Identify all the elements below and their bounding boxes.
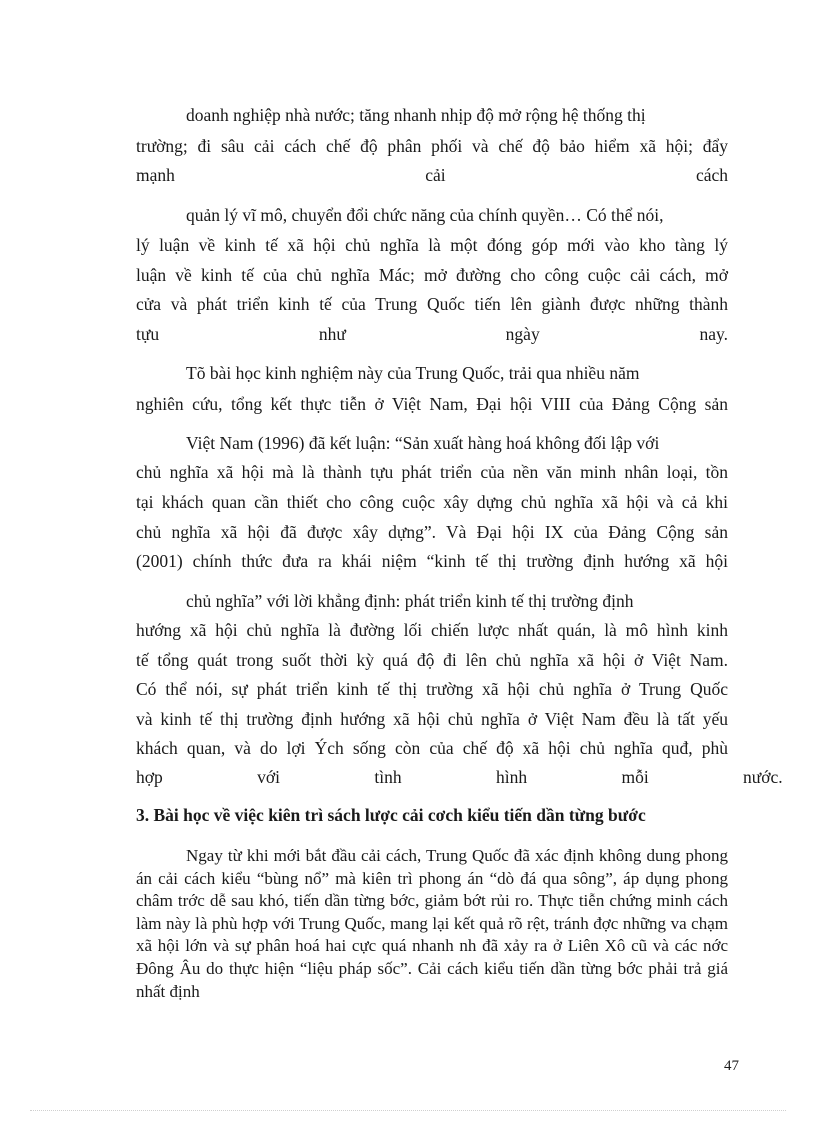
text-line: cửa và phát triển kinh tế của Trung Quốc tiến lên giành được những thành (136, 294, 728, 314)
text-line: tế tổng quát trong suốt thời kỳ quá độ đi lên chủ nghĩa xã hội ở Việt Nam. (136, 650, 728, 670)
text-line: doanh nghiệp nhà nước; tăng nhanh nhịp độ mở rộng hệ thống thị (186, 105, 646, 125)
text-line: chủ nghĩa xã hội mà là thành tựu phát triển của nền văn minh nhân loại, tồn (136, 462, 728, 482)
text-line: hướng xã hội chủ nghĩa là đường lối chiến lược nhất quán, là mô hình kinh (136, 620, 728, 640)
text-line: Có thể nói, sự phát triển kinh tế thị trường xã hội chủ nghĩa ở Trung Quốc (136, 679, 728, 699)
text-line: quản lý vĩ mô, chuyển đổi chức năng của chính quyền… Có thể nói, (186, 205, 664, 225)
text-line: trường; đi sâu cải cách chế độ phân phối và chế độ bảo hiểm xã hội; đẩy (136, 136, 728, 156)
text-line: mạnh cải cách (136, 165, 728, 185)
text-line: Việt Nam (1996) đã kết luận: “Sản xuất hàng hoá không đối lập với (186, 433, 660, 453)
section-heading: 3. Bài học về việc kiên trì sách lược cải cơch kiểu tiến dần từng bước (136, 805, 646, 825)
text-line: hợp với tình hình mỗi nước. (136, 767, 783, 787)
text-line: chủ nghĩa” với lời khẳng định: phát triển kinh tế thị trường định (186, 591, 634, 611)
text-line: lý luận về kinh tế xã hội chủ nghĩa là một đóng góp mới vào kho tàng lý (136, 235, 728, 255)
page-number: 47 (724, 1058, 739, 1074)
text-line: (2001) chính thức đưa ra khái niệm “kinh tế thị trường định hướng xã hội (136, 551, 728, 571)
text-line: luận về kinh tế của chủ nghĩa Mác; mở đường cho công cuộc cải cách, mở (136, 265, 728, 285)
text-line: chủ nghĩa xã hội đã được xây dựng”. Và Đại hội IX của Đảng Cộng sản (136, 522, 728, 542)
paragraph-text: Ngay từ khi mới bắt đầu cải cách, Trung Quốc đã xác định không dung phong án cải cách kiểu “bùng nổ” mà kiên trì phong án “dò đá qua sông”, áp dụng phong châm trớc dễ sau khó, tiến dần từng bớc, giảm bớt rủi ro. Thực tiễn chứng minh cách làm này là phù hợp với Trung Quốc, mang lại kết quả rõ rệt, tránh đợc những va chạm xã hội lớn và sự phân hoá hai cực quá nhanh nh đã xảy ra ở Liên Xô cũ và các nớc Đông Âu do thực hiện “liệu pháp sốc”. Cải cách kiểu tiến dần từng bớc phải trả giá nhất định (136, 846, 728, 1001)
text-line: và kinh tế thị trường định hướng xã hội chủ nghĩa ở Việt Nam đều là tất yếu (136, 709, 728, 729)
text-line: tại khách quan cần thiết cho công cuộc xây dựng chủ nghĩa xã hội và cả khi (136, 492, 728, 512)
text-line: Tõ bài học kinh nghiệm này của Trung Quốc, trải qua nhiều năm (186, 363, 640, 383)
text-line: nghiên cứu, tổng kết thực tiễn ở Việt Nam, Đại hội VIII của Đảng Cộng sản (136, 394, 728, 414)
page-bottom-border (30, 1110, 786, 1111)
body-paragraph (136, 845, 728, 1003)
text-line: tựu như ngày nay. (136, 324, 728, 344)
text-line: khách quan, và do lợi Ých sống còn của chế độ xã hội chủ nghĩa quđ, phù (136, 738, 728, 758)
